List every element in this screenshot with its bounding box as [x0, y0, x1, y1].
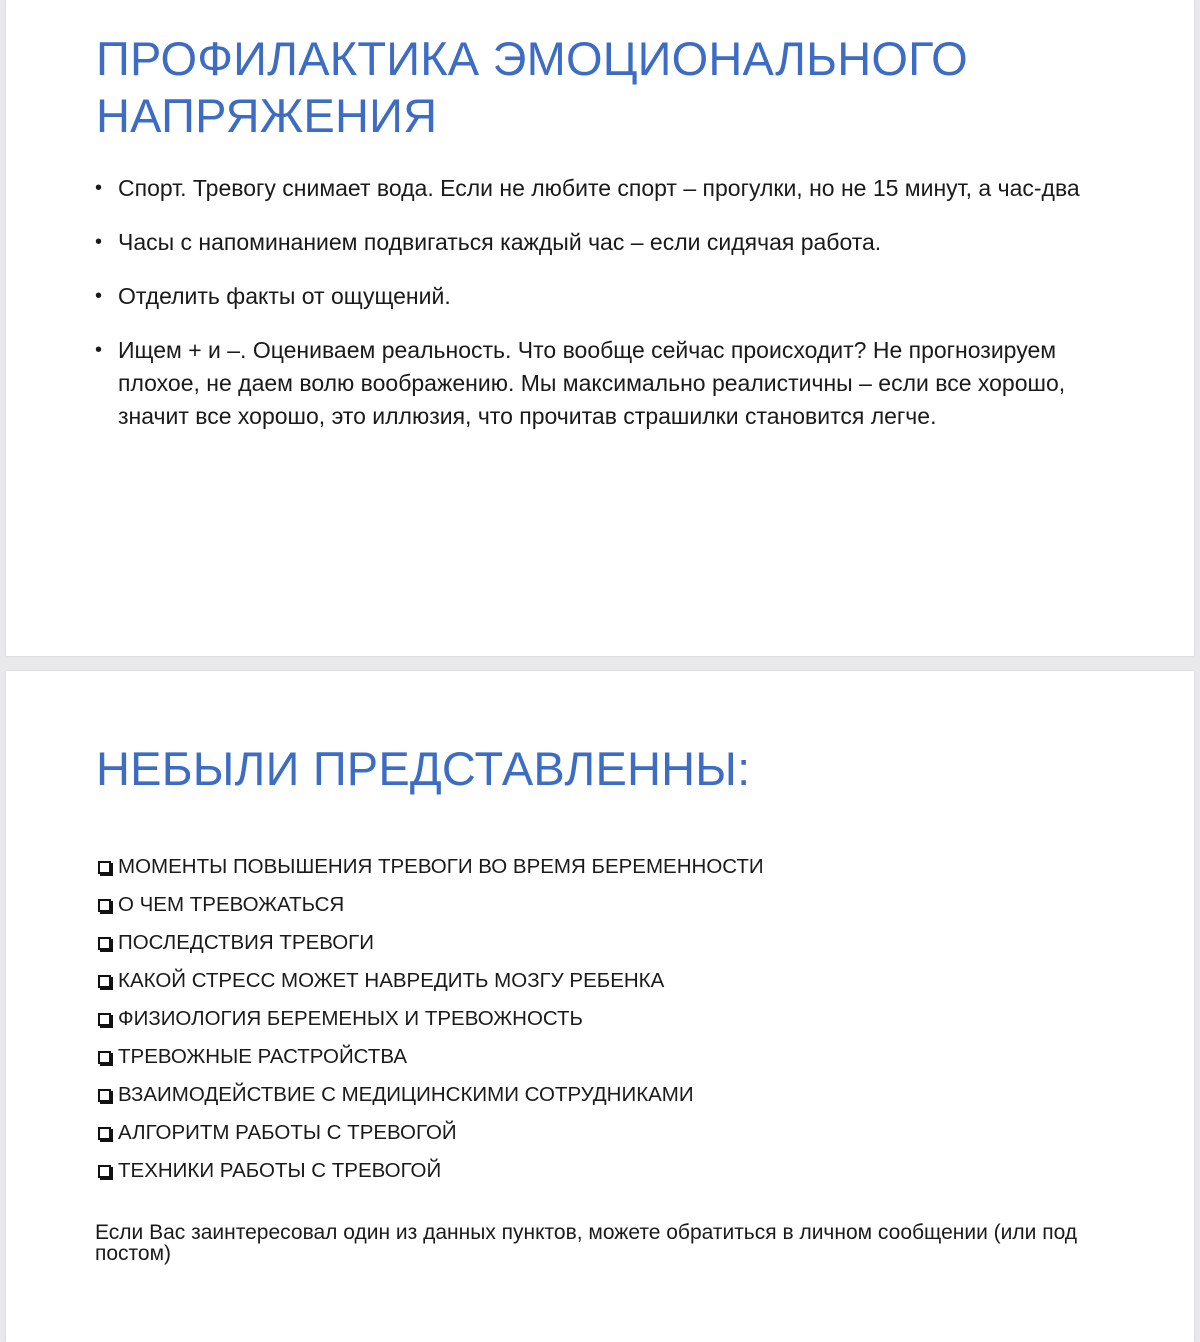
- checklist-item-label: КАКОЙ СТРЕСС МОЖЕТ НАВРЕДИТЬ МОЗГУ РЕБЕНКА: [118, 969, 665, 992]
- bullet-item: [95, 280, 1105, 313]
- checklist-item: [95, 1114, 764, 1152]
- checklist-item-label: ФИЗИОЛОГИЯ БЕРЕМЕНЫХ И ТРЕВОЖНОСТЬ: [118, 1007, 583, 1030]
- bullet-text: Часы с напоминанием подвигаться каждый час – если сидячая работа.: [118, 229, 882, 255]
- slide-title: НЕБЫЛИ ПРЕДСТАВЛЕННЫ:: [96, 742, 751, 795]
- checklist-item: [95, 1000, 764, 1038]
- checkbox-icon: [98, 1089, 111, 1102]
- bullet-text: Отделить факты от ощущений.: [118, 283, 451, 309]
- checklist-item: [95, 1152, 764, 1190]
- bullet-marker: •: [95, 177, 103, 199]
- checklist-item-label: АЛГОРИТМ РАБОТЫ С ТРЕВОГОЙ: [118, 1121, 457, 1144]
- slide-title: ПРОФИЛАКТИКА ЭМОЦИОНАЛЬНОГО НАПРЯЖЕНИЯ: [96, 32, 968, 142]
- checkbox-icon: [98, 1013, 111, 1026]
- checklist-item: [95, 848, 764, 886]
- slide-not-presented-topics: [6, 671, 1194, 1342]
- checkbox-icon: [98, 975, 111, 988]
- checkbox-icon: [98, 937, 111, 950]
- checkbox-icon: [98, 899, 111, 912]
- bullet-item: [95, 226, 1105, 259]
- bullet-marker: •: [95, 231, 103, 253]
- checklist-item-label: ТРЕВОЖНЫЕ РАСТРОЙСТВА: [118, 1045, 407, 1068]
- contact-note: Если Вас заинтересовал один из данных пунктов, можете обратиться в личном сообщении (или под постом): [95, 1221, 1078, 1265]
- bullet-item: [95, 334, 1105, 433]
- bullet-marker: •: [95, 339, 103, 361]
- checklist-item: [95, 924, 764, 962]
- checklist-item: [95, 962, 764, 1000]
- checklist-item: [95, 1038, 764, 1076]
- checkbox-icon: [98, 1051, 111, 1064]
- checkbox-icon: [98, 861, 111, 874]
- checklist-item-label: ТЕХНИКИ РАБОТЫ С ТРЕВОГОЙ: [118, 1159, 442, 1182]
- checklist-item-label: ВЗАИМОДЕЙСТВИЕ С МЕДИЦИНСКИМИ СОТРУДНИКАМИ: [118, 1083, 694, 1106]
- bullet-text: Спорт. Тревогу снимает вода. Если не любите спорт – прогулки, но не 15 минут, а час-два: [118, 175, 1080, 201]
- checkbox-icon: [98, 1165, 111, 1178]
- checklist-item-label: О ЧЕМ ТРЕВОЖАТЬСЯ: [118, 893, 345, 916]
- topic-checklist: [95, 848, 764, 1190]
- bullet-text: Ищем + и –. Оцениваем реальность. Что вообще сейчас происходит? Не прогнозируем плохое, не даем волю воображению. Мы максимально реалистичны – если все хорошо, значит все хорошо, это иллюзия, что прочитав страшилки становится легче.: [118, 337, 1066, 429]
- checkbox-icon: [98, 1127, 111, 1140]
- checklist-item-label: МОМЕНТЫ ПОВЫШЕНИЯ ТРЕВОГИ ВО ВРЕМЯ БЕРЕМЕННОСТИ: [118, 855, 764, 878]
- checklist-item: [95, 1076, 764, 1114]
- checklist-item: [95, 886, 764, 924]
- bullet-marker: •: [95, 285, 103, 307]
- bullet-list: [95, 172, 1105, 454]
- checklist-item-label: ПОСЛЕДСТВИЯ ТРЕВОГИ: [118, 931, 375, 954]
- slide-emotional-tension-prevention: [6, 0, 1194, 656]
- bullet-item: [95, 172, 1105, 205]
